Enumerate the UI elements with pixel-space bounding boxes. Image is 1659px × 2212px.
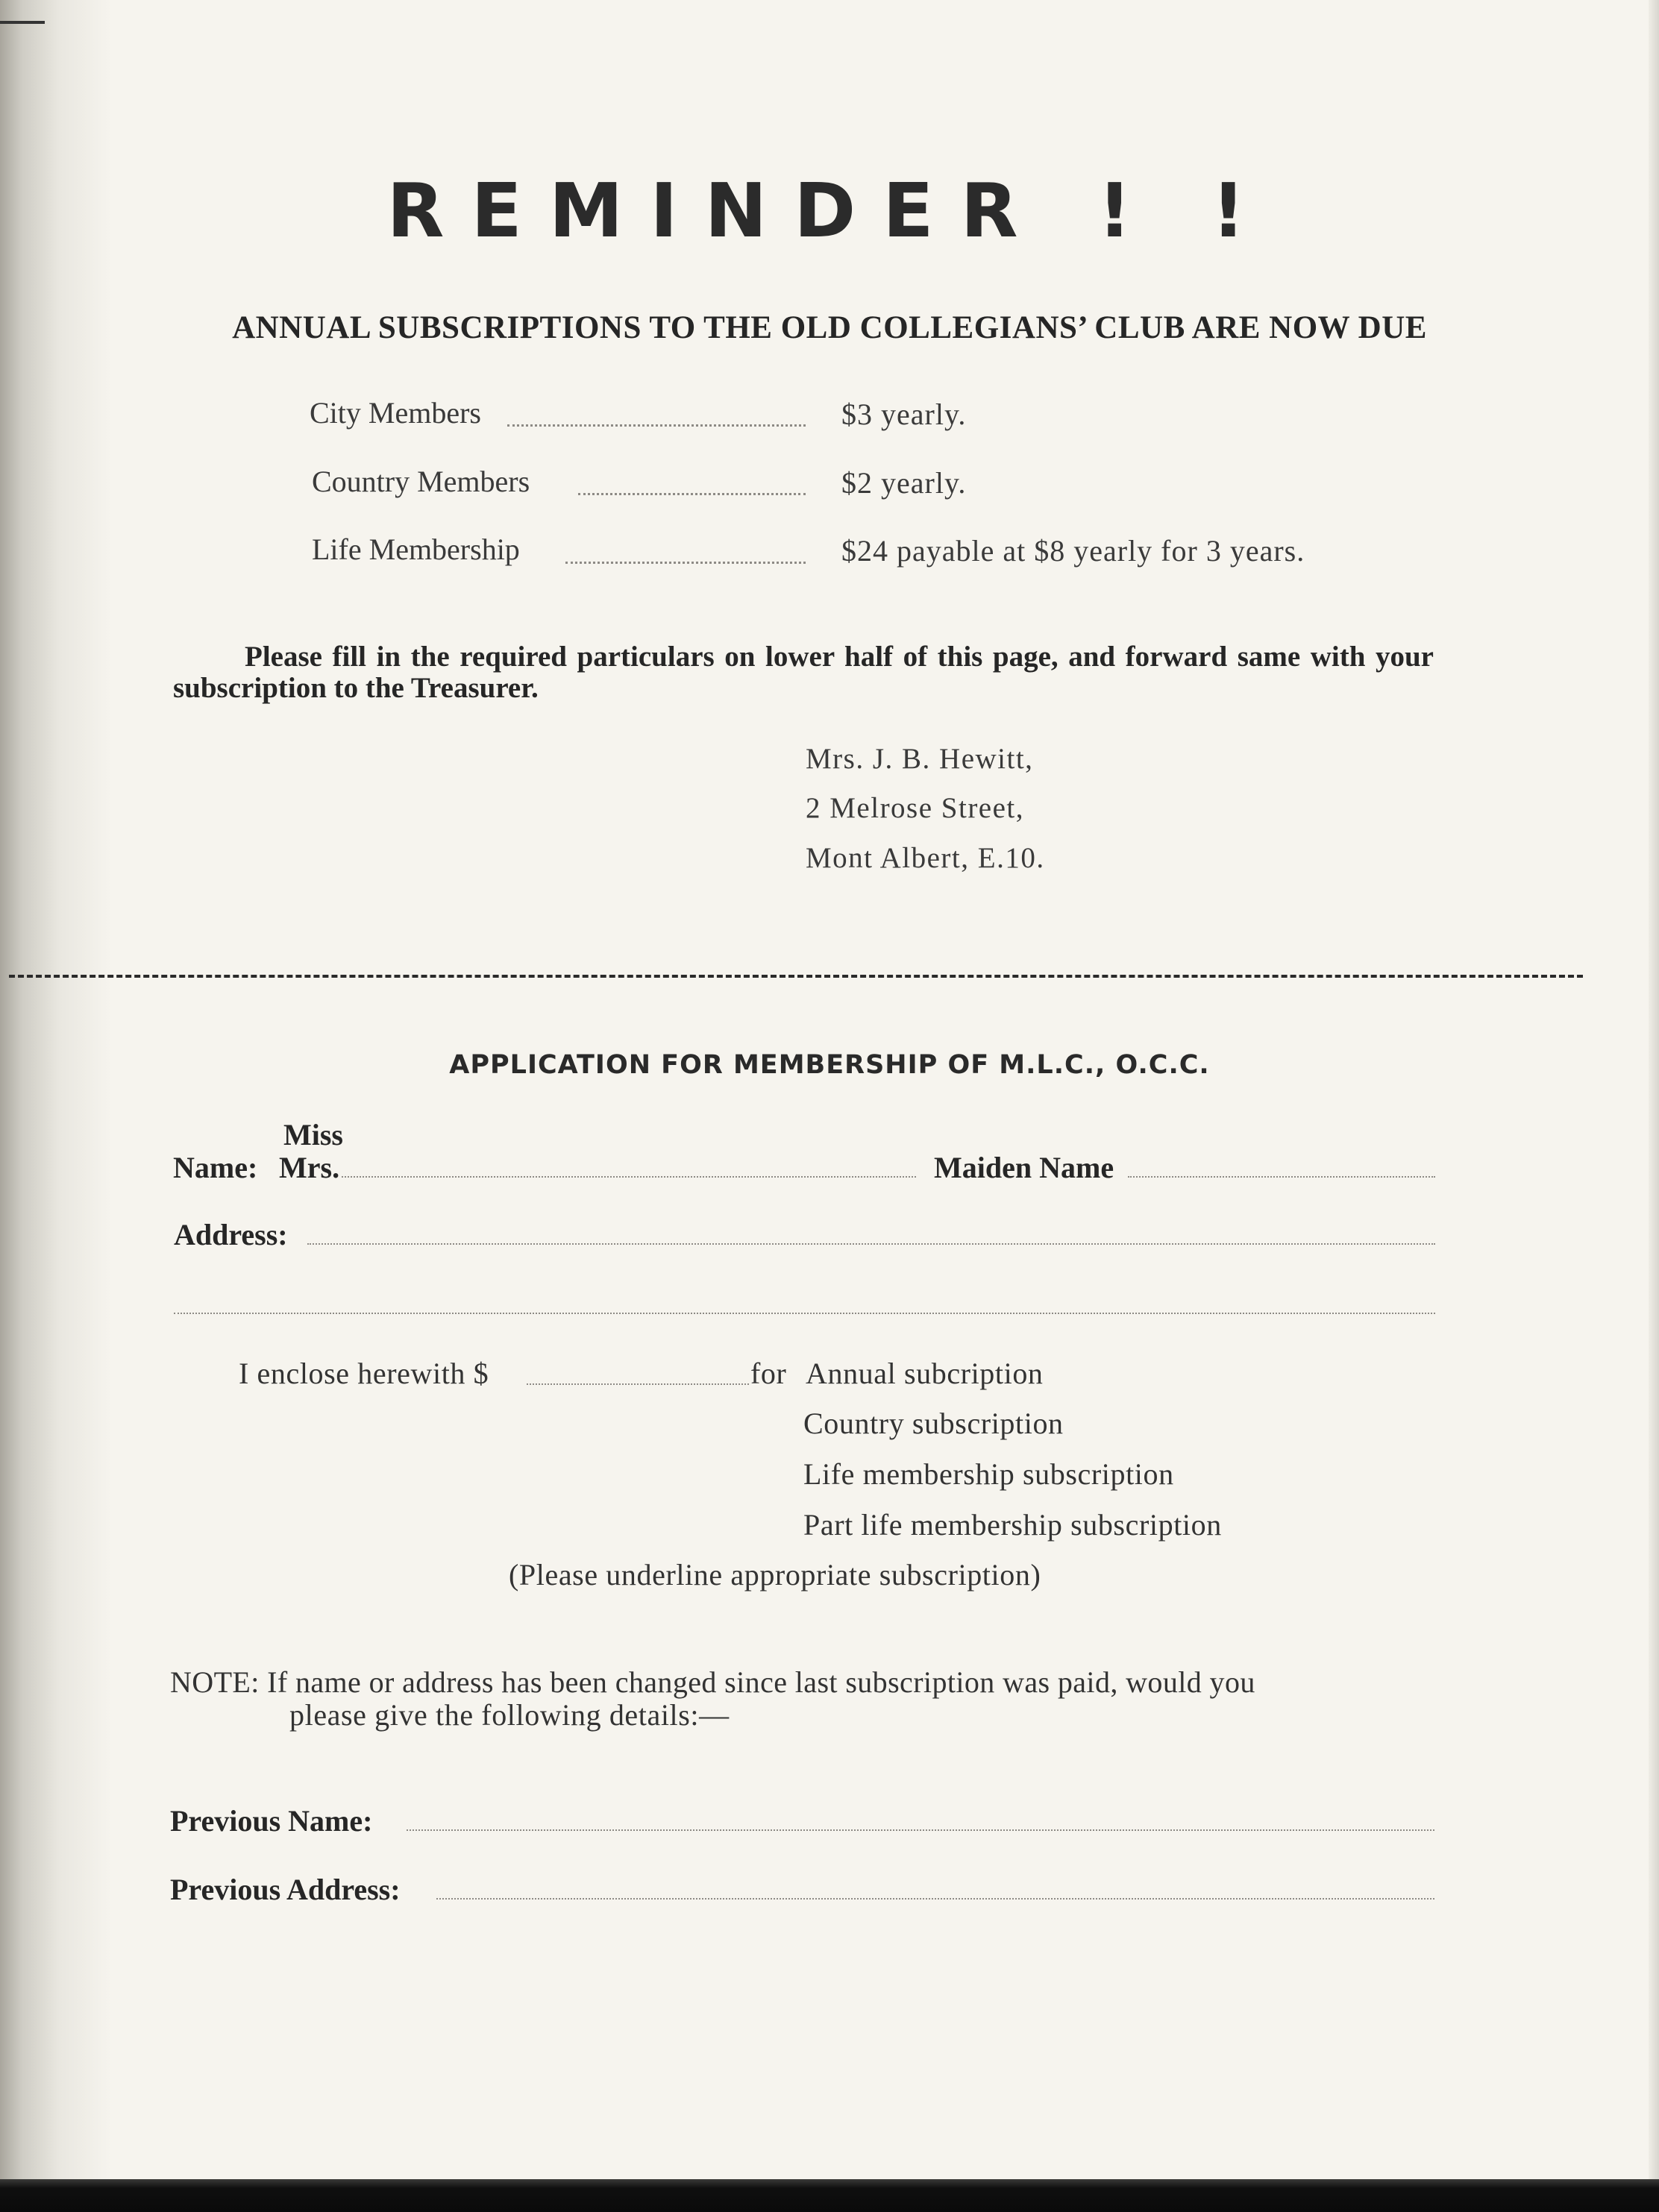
previous-address-field[interactable] <box>436 1898 1434 1900</box>
fee-leader-dots <box>578 491 806 495</box>
fee-leader-dots <box>507 422 806 427</box>
fee-value-city: $3 yearly. <box>841 398 967 431</box>
instructions-paragraph <box>173 641 1434 704</box>
subscriptions-due-heading: ANNUAL SUBSCRIPTIONS TO THE OLD COLLEGIANS’ CLUB ARE NOW DUE <box>232 310 1427 345</box>
maiden-name-label: Maiden Name <box>934 1151 1114 1184</box>
fee-label-country: Country Members <box>312 465 530 498</box>
for-text: for <box>750 1357 787 1390</box>
fee-value-life: $24 payable at $8 yearly for 3 years. <box>841 534 1305 568</box>
note-line-1: NOTE: If name or address has been changed since last subscription was paid, would you <box>170 1665 1255 1699</box>
name-label: Name: <box>173 1151 258 1184</box>
title-option-mrs: Mrs. <box>279 1151 340 1184</box>
amount-field[interactable] <box>527 1383 749 1385</box>
underline-instruction: (Please underline appropriate subscription) <box>509 1558 1041 1592</box>
previous-address-label: Previous Address: <box>170 1873 401 1906</box>
application-title: APPLICATION FOR MEMBERSHIP OF M.L.C., O.C.C. <box>449 1050 1210 1080</box>
scan-mark <box>0 21 45 24</box>
address-field-line-1[interactable] <box>307 1243 1435 1245</box>
fee-label-city: City Members <box>310 396 481 430</box>
note-line-2: please give the following details:— <box>289 1698 730 1732</box>
title-option-miss: Miss <box>283 1118 343 1151</box>
name-field[interactable] <box>342 1176 916 1178</box>
maiden-name-field[interactable] <box>1128 1176 1435 1178</box>
previous-name-field[interactable] <box>407 1829 1434 1831</box>
treasurer-name: Mrs. J. B. Hewitt, <box>806 743 1034 775</box>
cut-here-dashed-line <box>9 975 1583 978</box>
fee-leader-dots <box>565 559 806 564</box>
option-part-life[interactable]: Part life membership subscription <box>803 1508 1222 1542</box>
fee-value-country: $2 yearly. <box>841 466 967 500</box>
address-field-line-2[interactable] <box>174 1313 1435 1314</box>
previous-name-label: Previous Name: <box>170 1804 373 1838</box>
address-label: Address: <box>174 1218 288 1251</box>
enclose-text: I enclose herewith $ <box>239 1357 489 1390</box>
option-life[interactable]: Life membership subscription <box>803 1457 1174 1491</box>
option-annual[interactable]: Annual subcription <box>806 1357 1044 1390</box>
fee-label-life: Life Membership <box>312 532 520 566</box>
option-country[interactable]: Country subscription <box>803 1407 1064 1440</box>
scan-bottom-edge <box>0 2179 1659 2212</box>
treasurer-street: 2 Melrose Street, <box>806 792 1025 824</box>
treasurer-suburb: Mont Albert, E.10. <box>806 842 1045 874</box>
reminder-title: REMINDER ! ! <box>386 167 1273 254</box>
instructions-text: Please fill in the required particulars on lower half of this page, and forward same with your subscription to the Treasurer. <box>173 641 1434 704</box>
